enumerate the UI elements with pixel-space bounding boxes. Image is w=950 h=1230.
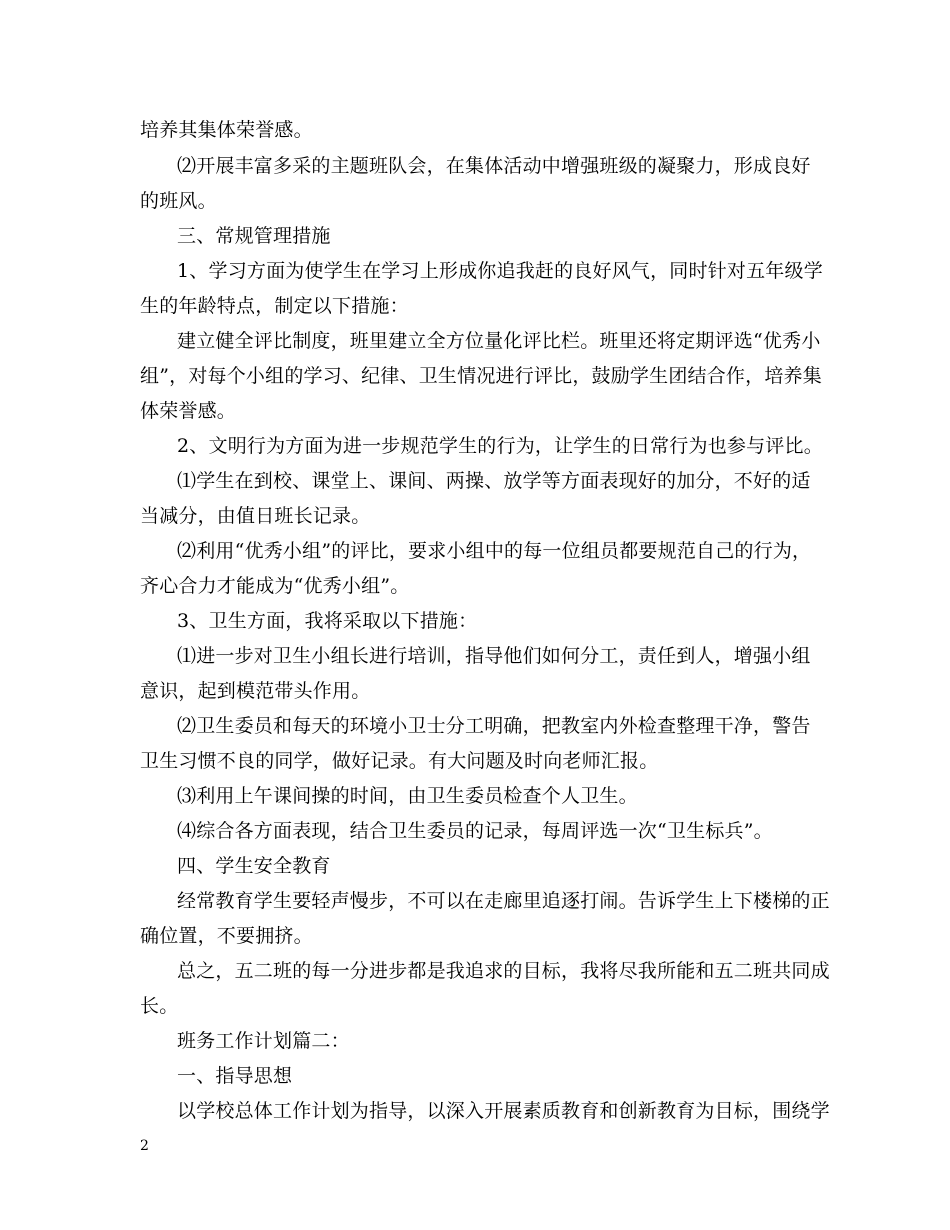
section-heading: 一、指导思想: [177, 1065, 293, 1087]
section-heading: 四、学生安全教育: [177, 855, 331, 877]
text-line: 培养其集体荣誉感。: [140, 119, 313, 141]
text-line: ⑶利用上午课间操的时间，由卫生委员检查个人卫生。: [177, 785, 638, 807]
text-line: ⑴进一步对卫生小组长进行培训，指导他们如何分工，责任到人，增强小组: [177, 645, 811, 667]
text-line: 长。: [140, 995, 179, 1017]
text-line: 建立健全评比制度，班里建立全方位量化评比栏。班里还将定期评选“优秀小: [177, 330, 821, 352]
section-heading: 三、常规管理措施: [177, 225, 331, 247]
text-line: ⑴学生在到校、课堂上、课间、两操、放学等方面表现好的加分，不好的适: [177, 470, 811, 492]
text-line: 1、学习方面为使学生在学习上形成你追我赶的良好风气，同时针对五年级学: [177, 260, 823, 282]
text-line: 3、卫生方面，我将采取以下措施：: [177, 610, 478, 632]
section-heading: 班务工作计划篇二：: [177, 1030, 350, 1052]
text-line: 齐心合力才能成为“优秀小组”。: [140, 575, 410, 597]
text-line: 经常教育学生要轻声慢步，不可以在走廊里追逐打闹。告诉学生上下楼梯的正: [177, 890, 830, 912]
text-line: 卫生习惯不良的同学，做好记录。有大问题及时向老师汇报。: [140, 750, 659, 772]
text-line: ⑵开展丰富多采的主题班队会，在集体活动中增强班级的凝聚力，形成良好: [177, 155, 811, 177]
text-line: ⑵利用“优秀小组”的评比，要求小组中的每一位组员都要规范自己的行为，: [177, 540, 812, 562]
text-line: ⑵卫生委员和每天的环境小卫士分工明确，把教室内外检查整理干净，警告: [177, 715, 811, 737]
text-line: 组”，对每个小组的学习、纪律、卫生情况进行评比，鼓励学生团结合作，培养集: [140, 365, 822, 387]
text-line: 确位置，不要拥挤。: [140, 925, 313, 947]
text-line: 2、文明行为方面为进一步规范学生的行为，让学生的日常行为也参与评比。: [177, 435, 823, 457]
text-line: 体荣誉感。: [140, 400, 237, 422]
text-line: 当减分，由值日班长记录。: [140, 505, 371, 527]
text-line: 生的年龄特点，制定以下措施：: [140, 295, 409, 317]
text-line: ⑷综合各方面表现，结合卫生委员的记录，每周评选一次“卫生标兵”。: [177, 820, 773, 842]
text-line: 以学校总体工作计划为指导，以深入开展素质教育和创新教育为目标，围绕学: [177, 1100, 830, 1122]
page-number: 2: [140, 1138, 149, 1154]
text-line: 总之，五二班的每一分进步都是我追求的目标，我将尽我所能和五二班共同成: [177, 960, 830, 982]
text-line: 意识，起到模范带头作用。: [140, 680, 371, 702]
text-line: 的班风。: [140, 190, 217, 212]
